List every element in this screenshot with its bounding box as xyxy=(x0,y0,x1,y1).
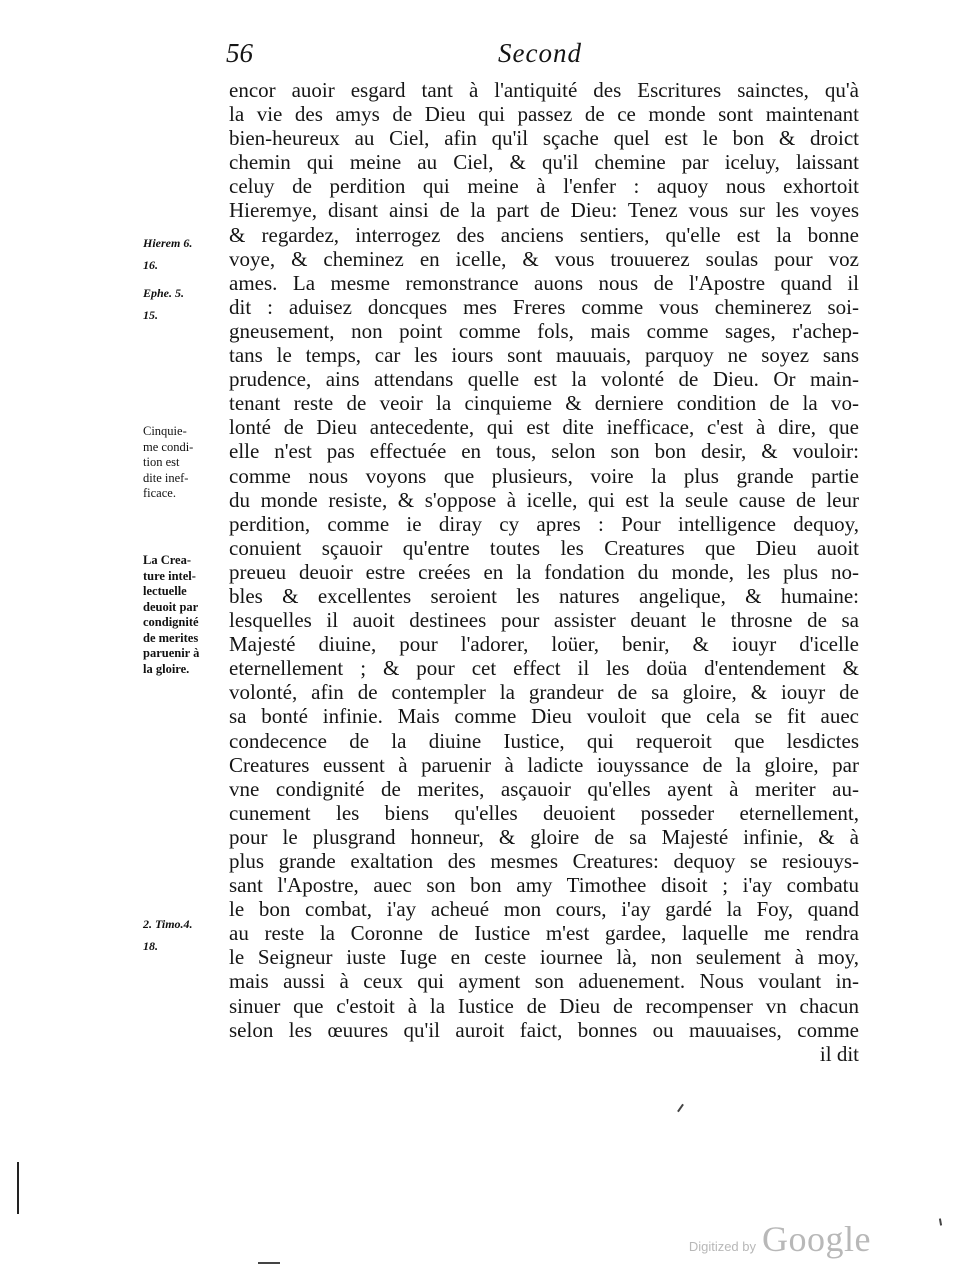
text-line: bles & excellentes seroient les natures angelique, & humaine: xyxy=(229,583,859,608)
margin-note-line: ficace. xyxy=(143,486,176,500)
margin-note-line: Ephe. 5. xyxy=(143,286,185,300)
text-line: gneusement, non point comme fols, mais comme sages, r'achep- xyxy=(229,318,859,343)
page-number: 56 xyxy=(226,38,253,68)
margin-note-line: 15. xyxy=(143,308,158,322)
text-line: sa bonté infinie. Mais comme Dieu vouloit que cela se fit auec xyxy=(229,704,859,729)
margin-note-hierem xyxy=(143,232,192,276)
text-line: bien-heureux au Ciel, afin qu'il sçache quel est le bon & droict xyxy=(229,126,859,151)
text-line: du monde resiste, & s'oppose à icelle, qui est la seule cause de leur xyxy=(229,487,859,512)
text-line: pour le plusgrand honneur, & gloire de sa Majesté infinie, & à xyxy=(229,824,859,849)
margin-note-cinquieme xyxy=(143,424,193,502)
text-line: voye, & cheminez en icelle, & vous trouuerez soulas pour voz xyxy=(229,246,859,271)
text-line: tans le temps, car les iours sont mauuais, parquoy ne soyez sans xyxy=(229,343,859,368)
margin-note-line: la gloire. xyxy=(143,661,190,676)
watermark-digitized-text: Digitized by xyxy=(688,1239,757,1254)
text-line: Hieremye, disant ainsi de la part de Dieu: Tenez vous sur les voyes xyxy=(229,198,859,223)
text-line: encor auoir esgard tant à l'antiquité des Escritures sainctes, qu'à xyxy=(229,78,859,102)
margin-note-line: La Crea- xyxy=(143,553,192,567)
text-line: tenant reste de veoir la cinquieme & derniere condition de la vo- xyxy=(229,391,859,416)
text-line: preueu deuoir estre creées en la fondation du monde, les plus no- xyxy=(229,559,859,584)
margin-note-line: me condi- xyxy=(143,439,194,454)
text-line: eternellement ; & pour cet effect il les doüa d'entendement & xyxy=(229,656,859,681)
margin-note-line: Hierem 6. xyxy=(143,236,193,250)
text-line: & regardez, interrogez des anciens sentiers, qu'elle est la bonne xyxy=(229,222,859,247)
text-line: le bon combat, i'ay acheué mon cours, i'ay gardé la Foy, quand xyxy=(229,897,859,922)
text-line: conuient sçauoir qu'entre toutes les Creatures que Dieu auoit xyxy=(229,535,859,560)
margin-note-line: 16. xyxy=(143,258,158,272)
margin-note-ephe xyxy=(143,282,184,326)
text-line: Creatures eussent à paruenir à ladicte iouyssance de la gloire, par xyxy=(229,752,859,777)
text-line: Majesté diuine, pour l'adorer, loüer, benir, & iouyr d'icelle xyxy=(229,632,859,657)
margin-note-line: dite inef- xyxy=(143,470,189,485)
text-line: celuy de perdition qui meine à l'enfer : aquoy nous exhortoit xyxy=(229,174,859,199)
text-line: lonté de Dieu antecedente, qui est dite inefficace, c'est à dire, que xyxy=(229,415,859,440)
margin-note-line: 2. Timo.4. xyxy=(143,917,193,931)
margin-note-timo xyxy=(143,913,193,957)
text-line: plus grande exaltation des mesmes Creatures: dequoy se resiouys- xyxy=(229,849,859,873)
text-line: selon les œuures qu'il auroit faict, bonnes ou mauuaises, comme xyxy=(229,1017,859,1042)
margin-note-line: deuoit par xyxy=(143,599,199,614)
margin-note-line: ture intel- xyxy=(143,568,196,583)
text-line: perdition, comme ie diray cy apres : Pour intelligence dequoy, xyxy=(229,511,859,536)
margin-note-line: condignité xyxy=(143,615,199,629)
page-header xyxy=(222,38,862,78)
margin-note-creature xyxy=(143,553,199,677)
text-line: prudence, ains attendans quelle est la volonté de Dieu. Or main- xyxy=(229,367,859,392)
text-line: la vie des amys de Dieu qui passez de ce monde sont maintenant xyxy=(229,102,859,127)
text-line: au reste la Coronne de Iustice m'est gardee, laquelle me rendra xyxy=(229,921,859,946)
text-line: lesquelles il auoit destinees pour assister deuant le throsne de sa xyxy=(229,608,859,633)
text-line: comme nous voyons que plusieurs, voire la plus grande partie xyxy=(229,463,859,488)
running-head: Second xyxy=(498,38,582,68)
text-line: ames. La mesme remonstrance auons nous de l'Apostre quand il xyxy=(229,270,859,295)
text-line: dit : aduisez doncques mes Freres comme vous cheminerez soi- xyxy=(229,294,859,319)
margin-note-line: tion est xyxy=(143,455,180,469)
text-line: cunement les biens qu'elles deuoient posseder eternellement, xyxy=(229,800,859,825)
binding-edge-mark xyxy=(17,1162,19,1214)
text-line: le Seigneur iuste Iuge en ceste iournee là, non seulement à moy, xyxy=(229,945,859,970)
margin-note-line: lectuelle xyxy=(143,584,187,598)
text-line: sant l'Apostre, auec son bon amy Timothee disoit ; i'ay combatu xyxy=(229,873,859,898)
google-logo: Google xyxy=(762,1219,871,1259)
text-line: mais aussi à ceux qui ayment son aduenement. Nous voulant in- xyxy=(229,969,859,994)
margin-note-line: de merites xyxy=(143,630,199,645)
catchword-line: il dit xyxy=(819,1041,859,1066)
scan-speck xyxy=(939,1218,942,1225)
text-line: chemin qui meine au Ciel, & qu'il chemine par iceluy, laissant xyxy=(229,150,859,175)
text-line: vne condignité de merites, asçauoir qu'elles ayent à meriter au- xyxy=(229,776,859,801)
margin-note-line: 18. xyxy=(143,939,158,953)
text-line: condecence de la diuine Iustice, qui requeroit que lesdictes xyxy=(229,728,859,753)
body-text xyxy=(229,78,859,1066)
scan-speck xyxy=(258,1262,280,1264)
margin-note-line: paruenir à xyxy=(143,646,200,660)
margin-note-line: Cinquie- xyxy=(143,424,187,438)
text-line: volonté, afin de contempler la grandeur de sa gloire, & iouyr de xyxy=(229,680,859,705)
text-line: sinuer que c'estoit à la Iustice de Dieu de recompenser vn chacun xyxy=(229,993,859,1018)
scan-speck xyxy=(677,1104,684,1113)
text-line: elle n'est pas effectuée en tous, selon son bon desir, & vouloir: xyxy=(229,439,859,464)
google-watermark xyxy=(689,1218,871,1260)
